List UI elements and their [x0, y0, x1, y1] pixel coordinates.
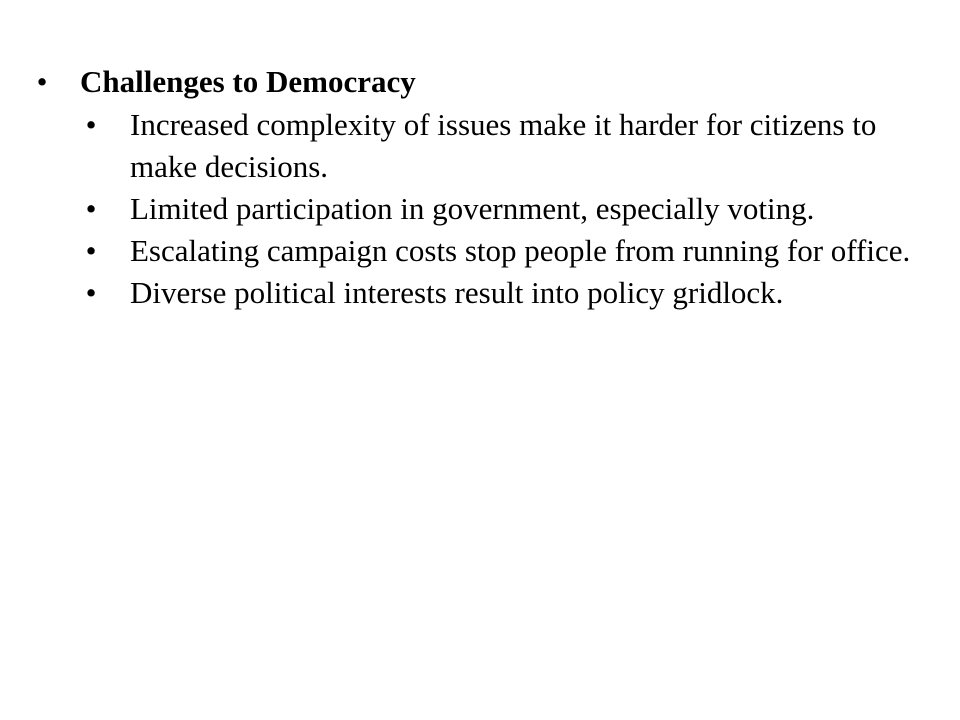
bullet-icon: • [85, 233, 97, 268]
bullet-icon: • [85, 191, 97, 226]
bullet-list [30, 60, 930, 314]
sub-list-item [80, 230, 930, 272]
bullet-icon: • [85, 275, 97, 310]
list-item-challenges [30, 60, 930, 314]
sub-list-item [80, 272, 930, 314]
section-heading: Challenges to Democracy [80, 64, 416, 99]
point-text: Diverse political interests result into policy gridlock. [130, 275, 784, 310]
point-text: Limited participation in government, especially voting. [130, 191, 815, 226]
point-text: Increased complexity of issues make it harder for citizens to make decisions. [130, 107, 877, 184]
sub-list-item [80, 188, 930, 230]
sub-bullet-list [80, 104, 930, 314]
bullet-icon: • [36, 64, 48, 99]
point-text: Escalating campaign costs stop people from running for office. [130, 233, 911, 268]
bullet-icon: • [85, 107, 97, 142]
sub-list-item [80, 104, 930, 188]
